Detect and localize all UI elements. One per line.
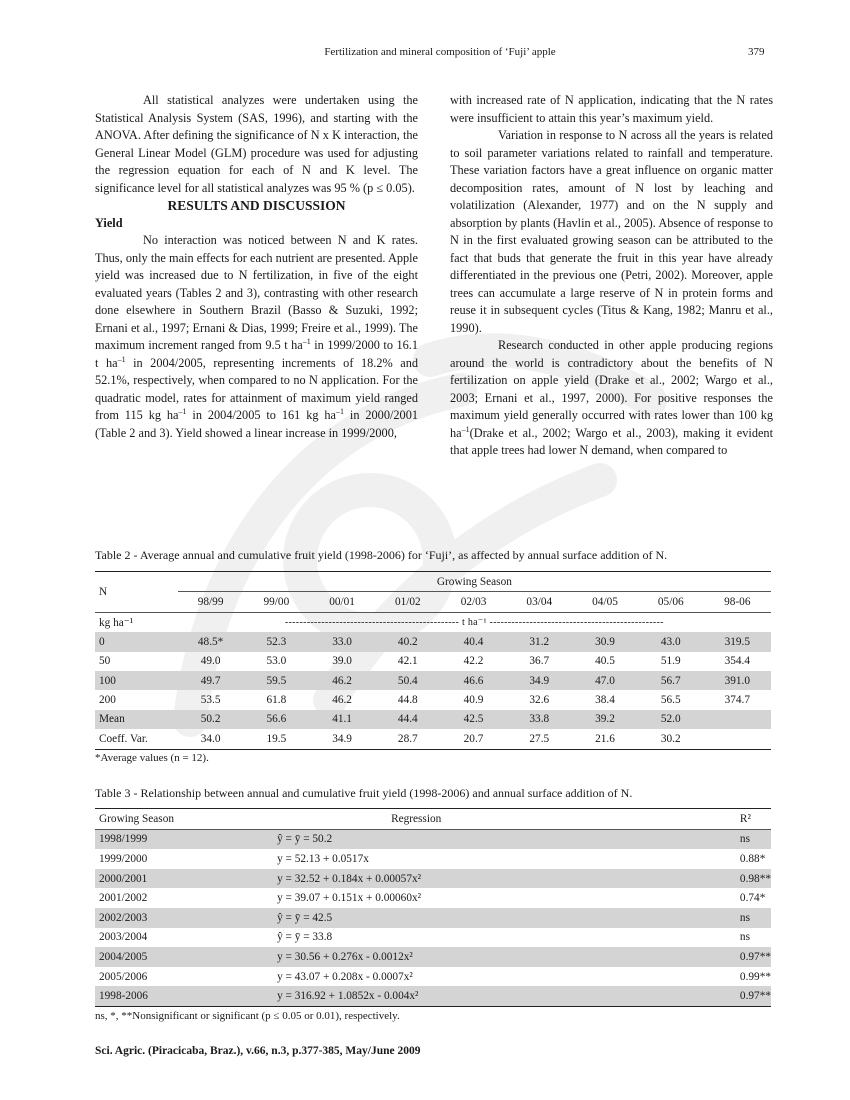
table2-cell: 30.9 [572,632,638,651]
table-row [95,690,771,709]
table2-cell: 56.6 [243,710,309,729]
table3-regression-cell: y = 43.07 + 0.208x - 0.0007x² [277,970,413,983]
table2-cell: 38.4 [595,694,615,707]
table2-column-header: 03/04 [526,596,553,609]
table2-column-header: 02/03 [460,596,487,609]
table2-column-header: 01/02 [394,596,421,609]
table2-cell: 20.7 [441,729,507,749]
table2-cell: 53.0 [266,655,287,668]
table2-cell: 39.2 [572,710,638,729]
table2-cell [704,710,771,729]
table3-season-cell: 1998-2006 [95,986,271,1006]
table2-row-label: 0 [95,632,178,651]
subheading: Yield [95,215,123,230]
table3-regression-cell: ŷ = ȳ = 33.8 [277,931,333,944]
table3-season-cell: 1999/2000 [99,852,148,865]
table2-cell: 42.5 [441,710,507,729]
table3-footnote: ns, *, **Nonsignificant or significant (p ≤ 0.05 or 0.01), respectively. [95,1010,400,1022]
table2-caption: Table 2 - Average annual and cumulative fruit yield (1998-2006) for ‘Fuji’, as affected by annual surface addition of N. [95,548,668,562]
table2-cell: 42.1 [397,655,418,668]
table2-cell: 46.6 [441,671,507,690]
table2-column-header: 98/99 [197,596,224,609]
table2-cell: 61.8 [266,694,287,707]
table2-cell: 33.0 [309,632,375,651]
table2-cell: 40.9 [463,694,484,707]
table3-regression-cell: y = 316.92 + 1.0852x - 0.004x² [271,986,736,1006]
table2-column-header: 04/05 [592,596,618,609]
table3-season-cell: 1998/1999 [95,829,271,849]
table3-header-r2: R² [736,809,771,830]
table2-cell: 30.2 [638,729,704,749]
table-row [95,671,771,690]
paragraph: Research conducted in other apple producing regions around the world is contradictory about the benefits of N fertilization on apple yield (Drake et al., 2002; Wargo et al., 2003; Ernani et al., 1997, 2000). For positive responses the maximum yield generally occurred with rates lower than 100 kg $ha^{-1}(Drake$ et al., 2002; Wargo et al., 2003), making it evident that apple trees had lower N demand, when compared to [450,338,773,457]
table3-regression-cell: y = 32.52 + 0.184x + 0.00057x² [271,869,736,889]
table2-cell: 40.5 [595,655,615,668]
page-number: 379 [748,46,765,58]
table-row [95,849,771,869]
table-row [95,928,771,948]
table2 [95,571,771,750]
table2-footnote: *Average values (n = 12). [95,752,209,764]
table2-cell: 44.4 [375,710,441,729]
table3-r2-cell: ns [736,908,771,928]
table-row [95,869,771,889]
table2-row-label: Coeff. Var. [95,729,178,749]
table2-cell: 56.7 [638,671,704,690]
table2-cell: 46.2 [309,671,375,690]
table2-cell: 52.0 [638,710,704,729]
table2-cell: 36.7 [529,655,550,668]
table2-cell: 34.0 [178,729,244,749]
table3-r2-cell: 0.74* [739,892,766,905]
table2-group-header: Growing Season [178,572,771,592]
right-column [450,92,773,460]
table2-column-header: 05/06 [657,596,684,609]
table3-r2-cell: 0.99** [739,970,771,983]
table2-cell: 53.5 [200,694,221,707]
table2-row-label: 50 [99,655,111,668]
table2-unit-right: ------------------------------------------------ t ha⁻¹ ------------------------------------------------ [178,612,771,632]
journal-citation: Sci. Agric. (Piracicaba, Braz.), v.66, n.3, p.377-385, May/June 2009 [95,1045,421,1057]
table2-cell: 46.2 [332,694,352,707]
table2-column-header: 99/00 [263,596,290,609]
running-title: Fertilization and mineral composition of ‘Fuji’ apple [324,46,556,58]
table3-season-cell: 2000/2001 [95,869,271,889]
table3-r2-cell: 0.88* [739,852,766,865]
table-row [95,986,771,1006]
table2-cell: 19.5 [243,729,309,749]
table3-header-regression: Regression [271,809,736,830]
table2-column-header: 00/01 [329,596,355,609]
table2-cell: 354.4 [724,655,751,668]
table3-caption: Table 3 - Relationship between annual and cumulative fruit yield (1998-2006) and annual surface addition of N. [95,786,633,800]
table3-r2-cell: 0.97** [736,947,771,967]
table-row [95,829,771,849]
table-row [95,729,771,749]
table2-cell: 49.0 [200,655,221,668]
table-row [95,652,771,671]
left-column [95,92,418,442]
paragraph: No interaction was noticed between N and K rates. Thus, only the main effects for each nutrient are presented. Apple yield was increased due to N fertilization, in five of the eight evaluated years (Tables 2 and 3), contrasting with other research done elsewhere in Southern Brazil (Basso & Suzuki, 1992; Ernani et al., 1997; Ernani & Dias, 1999; Freire et al., 1999). The maximum increment ranged from 9.5 t $ha^{-1}$ in 1999/2000 to 16.1 t $ha^{-1}$ in 2004/2005, representing increments of 18.2% and 52.1%, respectively, when compared to no N application. For the quadratic model, rates for attainment of maximum yield ranged from 115 kg $ha^{-1}$ in 2004/2005 to 161 kg $ha^{-1}$ in 2000/2001 (Table 2 and 3). Yield showed a linear increase in 1999/2000, [95,233,418,440]
paragraph: Variation in response to N across all the years is related to soil parameter variations related to rainfall and temperature. These variation factors have a great influence on organic matter decomposition rates, amount of N lost by leaching and volatilization (Alexander, 1977) and on the N supply and absorption by plants (Havlin et al., 2005). Absence of response to N in the first evaluated growing season can be attributed to the fact that buds that generate the fruit in this year have already differentiated in the previous one (Petri, 2002). Moreover, apple trees can accumulate a large reserve of N in protein forms and reuse it in subsequent cycles (Titus & Kang, 1982; Manru et al., 1990). [450,128,773,335]
table3-season-cell: 2003/2004 [99,931,148,944]
table2-cell: 48.5* [178,632,244,651]
table2-unit-left: kg ha⁻¹ [95,612,178,632]
table3-regression-cell: ŷ = ȳ = 42.5 [271,908,736,928]
table-row [95,888,771,908]
table2-cell: 27.5 [506,729,572,749]
table2-cell: 50.2 [178,710,244,729]
table3-header-season: Growing Season [95,809,271,830]
table-row [95,632,771,651]
table3-season-cell: 2004/2005 [95,947,271,967]
table-row [95,710,771,729]
table3-regression-cell: y = 30.56 + 0.276x - 0.0012x² [271,947,736,967]
table-row [95,967,771,987]
table2-cell: 49.7 [178,671,244,690]
table2-row-label: Mean [95,710,178,729]
table2-cell: 42.2 [463,655,484,668]
table3-r2-cell: ns [739,931,750,944]
table3-regression-cell: ŷ = ȳ = 50.2 [271,829,736,849]
table2-cell: 34.9 [309,729,375,749]
table2-cell: 56.5 [660,694,681,707]
paragraph: with increased rate of N application, indicating that the N rates were insufficient to attain this year’s maximum yield. [450,93,773,125]
table2-cell: 40.2 [375,632,441,651]
table2-cell: 33.8 [506,710,572,729]
table2-row-label: 100 [95,671,178,690]
table2-row-label: 200 [99,694,116,707]
table2-cell: 59.5 [243,671,309,690]
table2-cell: 31.2 [506,632,572,651]
table2-cell: 51.9 [660,655,681,668]
table3-r2-cell: 0.97** [736,986,771,1006]
table2-cell: 319.5 [704,632,771,651]
table3-r2-cell: 0.98** [736,869,771,889]
table3-season-cell: 2005/2006 [99,970,148,983]
table2-cell: 391.0 [704,671,771,690]
table3-season-cell: 2001/2002 [99,892,148,905]
table-row [95,908,771,928]
paragraph: All statistical analyzes were undertaken using the Statistical Analysis System (SAS, 1996), and starting with the ANOVA. After defining the significance of N x K interaction, the General Linear Model (GLM) procedure was used for adjusting the regression equation for each of N and K level. The significance level for all statistical analyzes was 95 % (p ≤ 0.05). [95,93,418,195]
table2-cell [704,729,771,749]
table2-column-header: 98-06 [724,596,751,609]
table2-stub-header: N [95,572,178,613]
table2-cell: 374.7 [724,694,751,707]
table3-regression-cell: y = 39.07 + 0.151x + 0.00060x² [277,892,422,905]
table2-cell: 21.6 [572,729,638,749]
table2-cell: 40.4 [441,632,507,651]
table3-r2-cell: ns [736,829,771,849]
table2-cell: 41.1 [309,710,375,729]
table2-cell: 50.4 [375,671,441,690]
table2-cell: 28.7 [375,729,441,749]
section-heading: RESULTS AND DISCUSSION [167,198,346,213]
table2-cell: 43.0 [638,632,704,651]
table3 [95,808,771,1007]
table2-cell: 39.0 [332,655,352,668]
table3-regression-cell: y = 52.13 + 0.0517x [277,852,369,865]
table2-cell: 47.0 [572,671,638,690]
table2-cell: 44.8 [397,694,418,707]
table2-cell: 52.3 [243,632,309,651]
table2-cell: 32.6 [529,694,550,707]
table3-season-cell: 2002/2003 [95,908,271,928]
table-row [95,947,771,967]
table2-cell: 34.9 [506,671,572,690]
